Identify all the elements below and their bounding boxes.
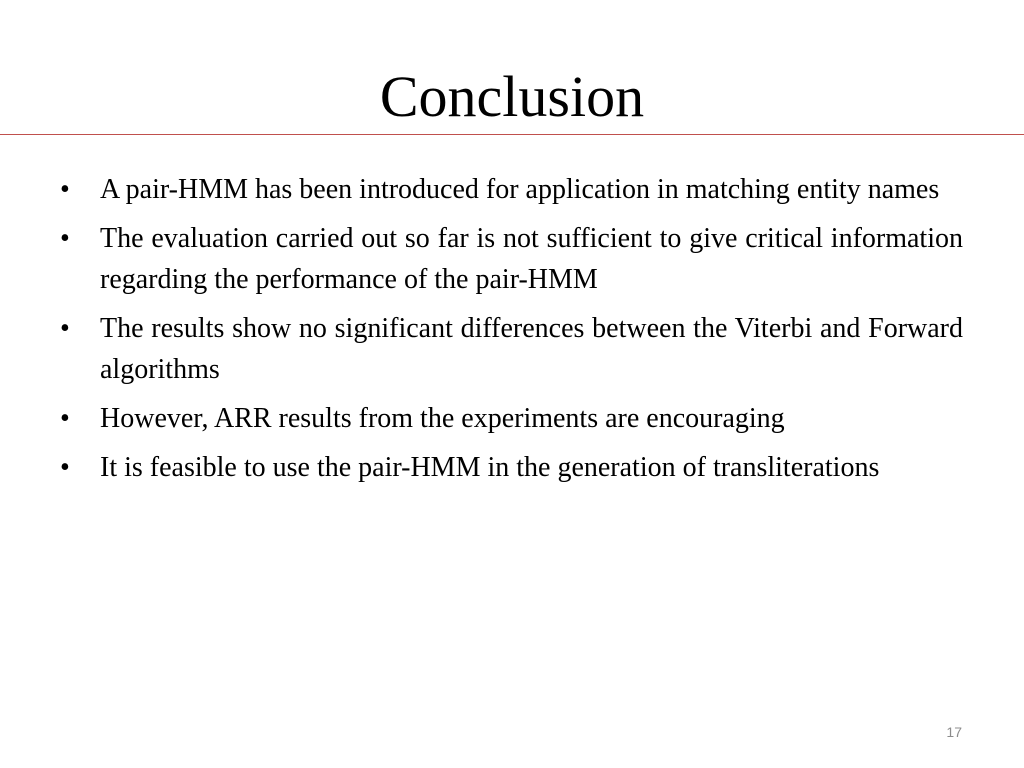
page-number: 17 [946, 724, 962, 740]
bullet-item [60, 169, 963, 210]
bullet-list [60, 169, 963, 496]
bullet-item [60, 447, 963, 488]
bullet-dot-icon: • [60, 174, 70, 205]
bullet-text: However, ARR results from the experiments are encouraging [100, 403, 785, 434]
bullet-text: It is feasible to use the pair-HMM in the generation of transliterations [100, 452, 880, 483]
bullet-dot-icon: • [60, 223, 70, 254]
bullet-text: The evaluation carried out so far is not sufficient to give critical information regarding the performance of the pair-HMM [100, 223, 963, 295]
bullet-dot-icon: • [60, 403, 70, 434]
bullet-text: A pair-HMM has been introduced for application in matching entity names [100, 174, 940, 205]
slide-title: Conclusion [379, 64, 645, 129]
title-divider [0, 134, 1024, 135]
bullet-dot-icon: • [60, 452, 70, 483]
bullet-item [60, 218, 963, 300]
bullet-dot-icon: • [60, 313, 70, 344]
bullet-item [60, 398, 963, 439]
bullet-text: The results show no significant differences between the Viterbi and Forward algorithms [100, 313, 963, 385]
bullet-item [60, 308, 963, 390]
